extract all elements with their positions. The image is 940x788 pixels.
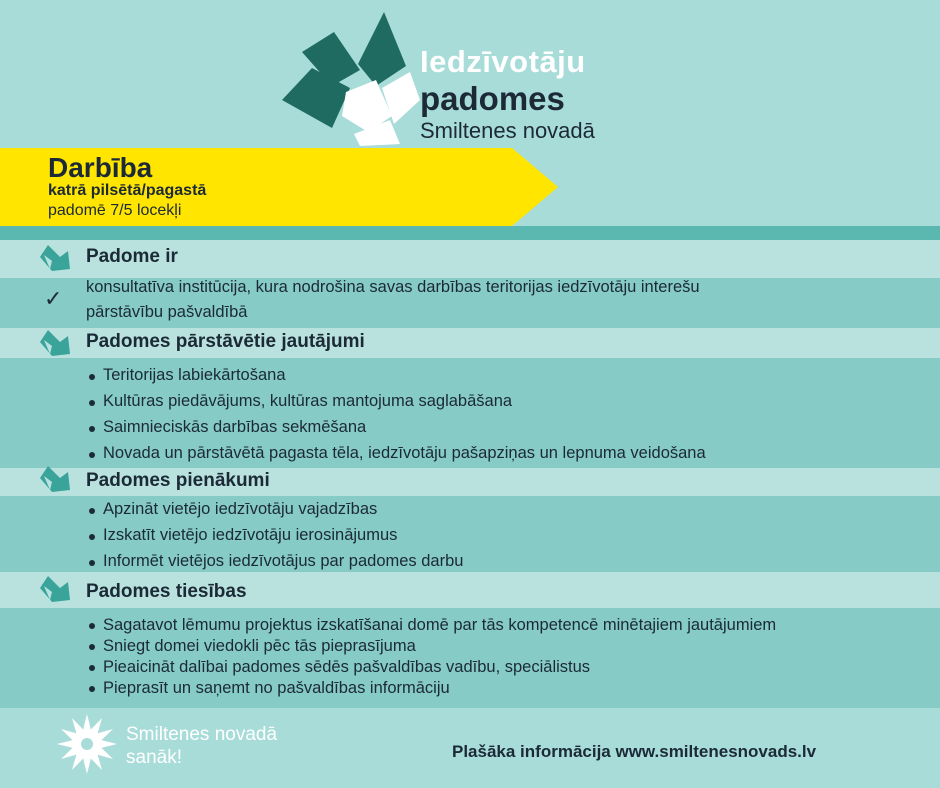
banner-subtitle-1: katrā pilsētā/pagastā <box>48 182 207 199</box>
pienakumi-list <box>86 498 463 576</box>
banner-title: Darbība <box>48 152 153 183</box>
leaf-cluster-logo <box>272 8 422 146</box>
leaf-icon <box>38 328 72 358</box>
activity-banner <box>0 148 560 226</box>
list-item: Apzināt vietējo iedzīvotāju vajadzības <box>86 498 463 524</box>
check-icon: ✓ <box>44 286 63 311</box>
leaf-icon <box>38 464 72 494</box>
tiesibas-list <box>86 615 776 699</box>
padome-ir-text-line1: konsultatīva institūcija, kura nodrošina savas darbības teritorijas iedzīvotāju interešu <box>86 278 700 296</box>
banner-subtitle-2: padomē 7/5 locekļi <box>48 202 182 219</box>
header-title-line1: Iedzīvotāju <box>420 44 586 79</box>
section-heading-jautajumi: Padomes pārstāvētie jautājumi <box>86 331 365 352</box>
jautajumi-list <box>86 364 706 468</box>
footer-info-link[interactable]: Plašāka informācija www.smiltenesnovads.lv <box>452 742 817 761</box>
footer-brand-line1: Smiltenes novadā <box>126 724 278 745</box>
list-item: Izskatīt vietējo iedzīvotāju ierosinājumus <box>86 524 463 550</box>
section-heading-pienakumi: Padomes pienākumi <box>86 470 270 491</box>
section-heading-tiesibas: Padomes tiesības <box>86 581 247 602</box>
footer-brand-line2: sanāk! <box>126 747 182 768</box>
header-title-line2: padomes <box>420 80 565 117</box>
list-item: Kultūras piedāvājums, kultūras mantojuma saglabāšana <box>86 390 706 416</box>
sun-flower-icon <box>56 712 118 776</box>
section-heading-padome-ir: Padome ir <box>86 246 178 267</box>
list-item: Informēt vietējos iedzīvotājus par padomes darbu <box>86 550 463 576</box>
list-item: Sagatavot lēmumu projektus izskatīšanai domē par tās kompetencē minētajiem jautājumiem <box>86 615 776 636</box>
list-item: Saimnieciskās darbības sekmēšana <box>86 416 706 442</box>
leaf-icon <box>38 574 72 604</box>
list-item: Novada un pārstāvētā pagasta tēla, iedzīvotāju pašapziņas un lepnuma veidošana <box>86 442 706 468</box>
padome-ir-text-line2: pārstāvību pašvaldībā <box>86 303 248 321</box>
header-title-line3: Smiltenes novadā <box>420 118 595 143</box>
list-item: Teritorijas labiekārtošana <box>86 364 706 390</box>
list-item: Pieprasīt un saņemt no pašvaldības informāciju <box>86 678 776 699</box>
list-item: Sniegt domei viedokli pēc tās pieprasījuma <box>86 636 776 657</box>
list-item: Pieaicināt dalībai padomes sēdēs pašvaldības vadību, speciālistus <box>86 657 776 678</box>
divider-stripe <box>0 226 940 240</box>
leaf-icon <box>38 243 72 273</box>
